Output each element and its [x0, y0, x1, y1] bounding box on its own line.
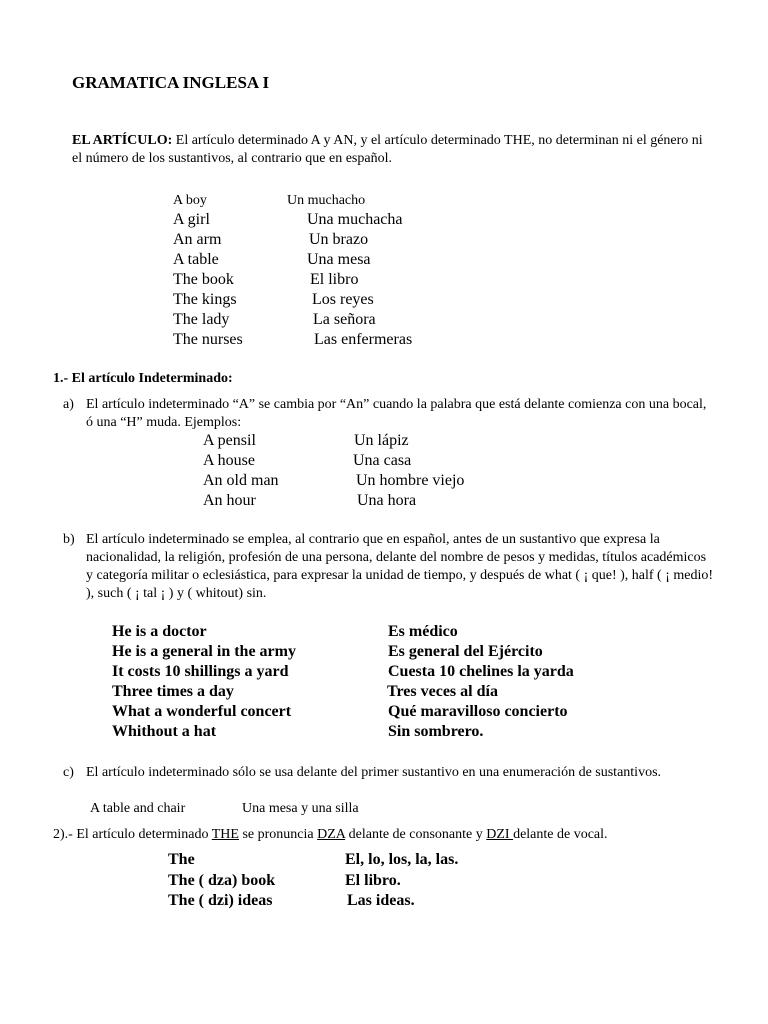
list1-en-7: The nurses [173, 331, 243, 348]
intro-paragraph [72, 132, 712, 168]
list-a-es-1: Una casa [353, 452, 412, 469]
section2-paragraph [53, 826, 733, 844]
list-b-es-2: Cuesta 10 chelines la yarda [388, 663, 574, 680]
marker-c: c) [63, 765, 74, 780]
section2-mid2: delante de consonante y [345, 827, 487, 842]
list-a-es-3: Una hora [357, 492, 417, 509]
list-a-en-2: An old man [203, 472, 279, 489]
list-b-es-3: Tres veces al día [387, 683, 498, 700]
list1-es-3: Una mesa [307, 251, 371, 268]
paragraph-b: El artículo indeterminado se emplea, al contrario que en español, antes de un sustantivo que expresa la nacionalidad, la religión, profesión de una persona, delante del nombre de pesos y medidas, títulos académicos y categoría militar o eclesiástica, para expresar la unidad de tiempo, y después de what ( ¡ que! ), half ( ¡ medio! ), such ( ¡ tal ¡ ) y ( whitout) sin. [86, 532, 714, 601]
list-a-en-0: A pensil [203, 432, 256, 449]
section2-dza: DZA [317, 827, 346, 842]
list2-en-0: The [168, 851, 195, 868]
list1-en-2: An arm [173, 231, 222, 248]
list1-en-0: A boy [173, 193, 207, 208]
list1-en-1: A girl [173, 211, 210, 228]
list1-en-3: A table [173, 251, 219, 268]
list2-en-2: The ( dzi) ideas [168, 892, 273, 909]
list1-es-6: La señora [313, 311, 376, 328]
list2-es-0: El, lo, los, la, las. [345, 851, 459, 868]
list2-en-1: The ( dza) book [168, 872, 276, 889]
list1-en-4: The book [173, 271, 234, 288]
list-b-es-0: Es médico [388, 623, 458, 640]
marker-b: b) [63, 532, 75, 547]
list1-en-5: The kings [173, 291, 237, 308]
list-b-es-5: Sin sombrero. [388, 723, 484, 740]
list-b-en-5: Whithout a hat [112, 723, 217, 740]
list1-en-6: The lady [173, 311, 230, 328]
list1-es-7: Las enfermeras [314, 331, 413, 348]
list-b-en-3: Three times a day [112, 683, 234, 700]
marker-a: a) [63, 397, 74, 412]
list1-es-5: Los reyes [312, 291, 374, 308]
list-b-es-1: Es general del Ejército [388, 643, 543, 660]
intro-heading: EL ARTÍCULO: [72, 133, 173, 148]
list1-es-2: Un brazo [309, 231, 369, 248]
example-c-en: A table and chair [90, 801, 186, 816]
list2-es-1: El libro. [345, 872, 401, 889]
list-b-en-1: He is a general in the army [112, 643, 296, 660]
intro-text: El artículo determinado A y AN, y el artículo determinado THE, no determinan ni el género ni el número de los sustantivos, al contrario que en español. [72, 133, 703, 166]
section2-suffix: delante de vocal. [513, 827, 608, 842]
example-c-es: Una mesa y una silla [242, 801, 359, 816]
section2-dzi: DZI [486, 827, 514, 842]
list-b-es-4: Qué maravilloso concierto [388, 703, 568, 720]
list-a-es-0: Un lápiz [354, 432, 409, 449]
section1-heading: 1.- El artículo Indeterminado: [53, 371, 233, 386]
list1-es-0: Un muchacho [287, 193, 366, 208]
section2-mid1: se pronuncia [238, 827, 318, 842]
list1-es-4: El libro [310, 271, 359, 288]
list-b-en-2: It costs 10 shillings a yard [112, 663, 289, 680]
paragraph-a: El artículo indeterminado “A” se cambia por “An” cuando la palabra que está delante comienza con una bocal, ó una “H” muda. Ejemplos: [86, 397, 707, 430]
list-a-en-3: An hour [203, 492, 256, 509]
section2-the: THE [211, 827, 239, 842]
list1-es-1: Una muchacha [307, 211, 403, 228]
section2-prefix: 2).- El artículo determinado [53, 827, 212, 842]
list-a-es-2: Un hombre viejo [356, 472, 465, 489]
list-b-en-0: He is a doctor [112, 623, 207, 640]
list-b-en-4: What a wonderful concert [112, 703, 292, 720]
paragraph-c: El artículo indeterminado sólo se usa delante del primer sustantivo en una enumeración de sustantivos. [86, 765, 662, 780]
list2-es-2: Las ideas. [347, 892, 415, 909]
list-a-en-1: A house [203, 452, 255, 469]
page-title: GRAMATICA INGLESA I [72, 73, 270, 92]
